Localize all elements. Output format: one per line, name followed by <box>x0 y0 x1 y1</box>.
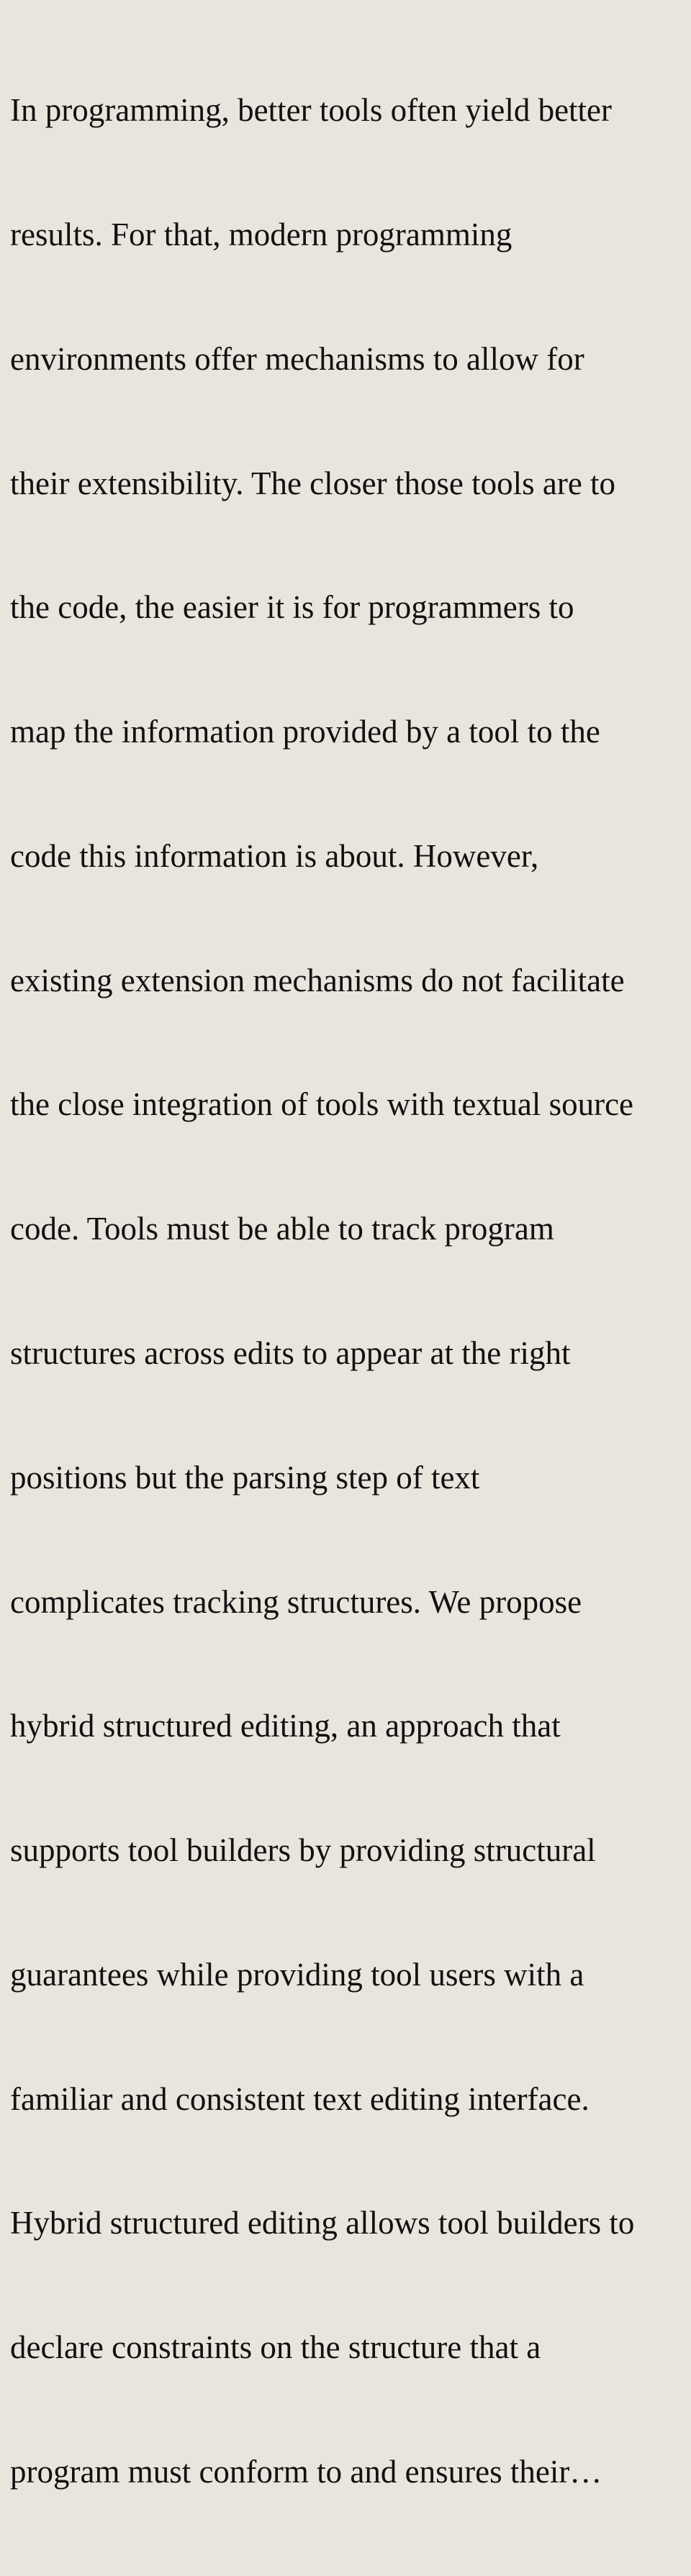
text-line-20: program must conform to and ensures their… <box>10 2454 602 2490</box>
text-line-10: code. Tools must be able to track program <box>10 1211 554 1247</box>
text-line-4: their extensibility. The closer those tools are to <box>10 465 616 501</box>
text-line-13: complicates tracking structures. We propose <box>10 1583 582 1620</box>
text-line-5: the code, the easier it is for programmers to <box>10 589 574 626</box>
text-line-15: supports tool builders by providing structural <box>10 1832 596 1869</box>
text-line-8: existing extension mechanisms do not facilitate <box>10 962 625 998</box>
text-line-11: structures across edits to appear at the right <box>10 1335 571 1371</box>
text-line-16: guarantees while providing tool users with a <box>10 1956 584 1993</box>
text-line-18: Hybrid structured editing allows tool builders to <box>10 2205 635 2242</box>
text-line-14: hybrid structured editing, an approach that <box>10 1708 561 1744</box>
text-line-17: familiar and consistent text editing interface. <box>10 2080 590 2117</box>
text-line-3: environments offer mechanisms to allow for <box>10 340 584 377</box>
text-line-6: map the information provided by a tool to the <box>10 714 600 750</box>
text-line-1: In programming, better tools often yield better <box>10 92 613 129</box>
text-line-9: the close integration of tools with textual source <box>10 1086 634 1123</box>
text-line-2: results. For that, modern programming <box>10 216 512 252</box>
abstract-text <box>10 7 691 2576</box>
text-line-12: positions but the parsing step of text <box>10 1459 480 1496</box>
text-line-7: code this information is about. However, <box>10 837 539 874</box>
text-line-19: declare constraints on the structure that a <box>10 2329 541 2366</box>
